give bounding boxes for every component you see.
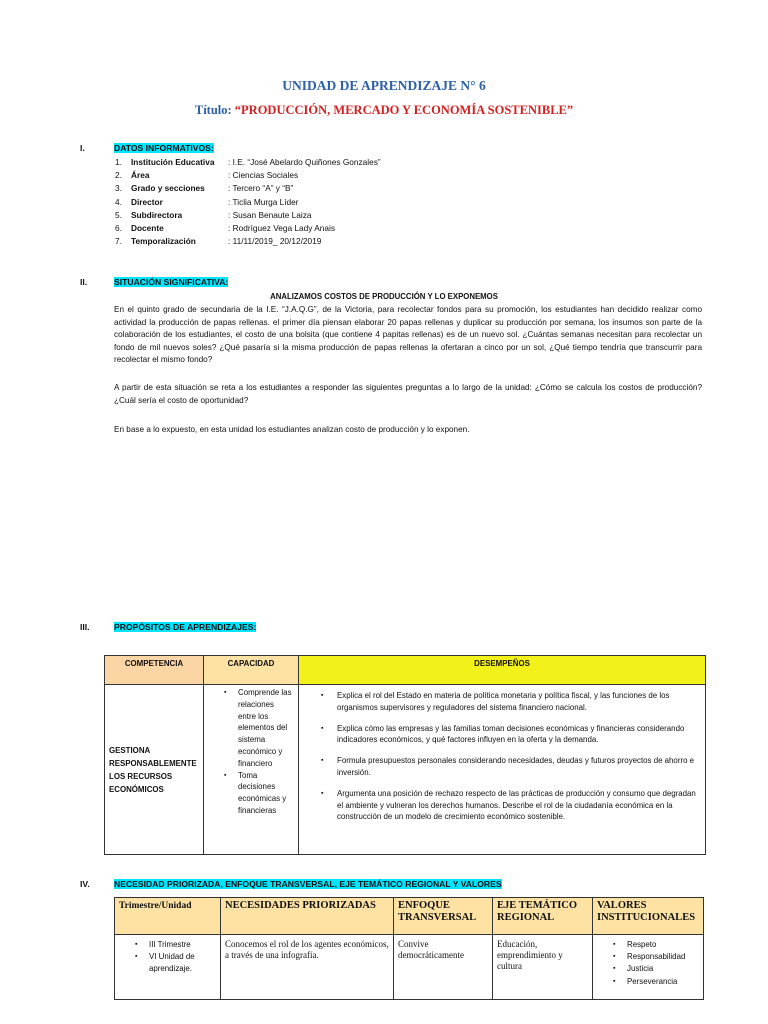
necesidad-cell: Conocemos el rol de los agentes económicos, a través de una infografía. xyxy=(221,935,394,1000)
info-key: Director xyxy=(131,196,163,207)
unit-title: UNIDAD DE APRENDIZAJE N° 6 xyxy=(282,78,486,93)
situation-paragraph-2: A partir de esta situación se reta a los estudiantes a responder las siguientes preguntas a lo largo de la unidad: ¿Cómo se calcula los costos de producción? ¿Cuál sería el costo de oportunidad? xyxy=(114,383,702,405)
unit-subtitle xyxy=(0,103,768,118)
section-1-heading xyxy=(80,143,680,155)
table-row xyxy=(115,935,704,1000)
table-header-row xyxy=(115,898,704,935)
header-competencia: COMPETENCIA xyxy=(105,656,204,685)
section-4-number: IV. xyxy=(80,879,90,889)
valores-list xyxy=(597,939,699,988)
trimestre-list xyxy=(119,939,216,976)
header-valores: VALORES INSTITUCIONALES xyxy=(593,898,704,935)
section-2-heading xyxy=(80,277,680,289)
table-header-row xyxy=(105,656,706,685)
info-value: : Ticlia Murga Líder xyxy=(228,196,299,207)
header-eje: EJE TEMÁTICO REGIONAL xyxy=(493,898,593,935)
list-item: ▪ Explica el rol del Estado en materia de política monetaria y política fiscal, y las funciones de los organismos supervisores y reguladores del sistema financiero nacional. xyxy=(337,690,705,714)
trimestre-cell xyxy=(115,935,221,1000)
subtitle-label: Título: xyxy=(194,103,232,117)
table-row xyxy=(105,685,706,855)
section-2-number: II. xyxy=(80,277,88,287)
eje-cell: Educación, emprendimiento y cultura xyxy=(493,935,593,1000)
info-key: Institución Educativa xyxy=(131,157,215,167)
section-2-title: SITUACIÓN SIGNIFICATIVA: xyxy=(114,277,229,287)
capacidad-list xyxy=(204,685,298,817)
list-item: ▪ Comprende las relaciones entre los elementos del sistema económico y financiero xyxy=(238,687,292,770)
enfoque-cell: Convive democráticamente xyxy=(394,935,493,1000)
section-3-number: III. xyxy=(80,622,90,632)
section-4-title: NECESIDAD PRIORIZADA, ENFOQUE TRANSVERSAL, EJE TEMÁTICO REGIONAL Y VALORES xyxy=(114,879,502,889)
info-key: Docente xyxy=(131,222,164,233)
list-item: ▪ Argumenta una posición de rechazo respecto de las prácticas de producción y consumo que degradan el ambiente y vulneran los derechos humanos. Describe el rol de la ciudadanía económica en la construcción de un modelo de crecimiento económico sostenible. xyxy=(337,788,705,823)
info-key: Área xyxy=(131,170,150,181)
desempenos-cell xyxy=(299,685,706,855)
header-necesidades: NECESIDADES PRIORIZADAS xyxy=(221,898,394,935)
header-desempenos: DESEMPEÑOS xyxy=(299,656,706,685)
needs-table xyxy=(114,897,704,1000)
info-value: : Tercero “A” y “B” xyxy=(228,183,294,194)
info-value: : I.E. “José Abelardo Quiñones Gonzales” xyxy=(228,157,381,167)
info-value: : Ciencias Sociales xyxy=(228,170,299,181)
header-capacidad: CAPACIDAD xyxy=(204,656,299,685)
situation-paragraph-1: En el quinto grado de secundaria de la I.E. “J.A.Q.G”, de la Victoria, para recolectar fondos para su promoción, los estudiantes han decidido realizar como actividad la producción de papas rellenas. el primer día piensan elaborar 20 papas rellenas y duplicar su producción por semana, los insumos son parte de la colaboración de los estudiantes, el costo de una bolsita (que contiene 4 papitas rellenas) es de un nuevo sol. ¿Cuántas semanas necesitan para recolectar un fondo de mil nuevos soles? ¿Qué pasaría si la misma producción de papas rellenas la ofertaran a cinco por un sol, ¿Qué tiempo tendría que transcurrir para recolectar el mismo fondo? xyxy=(114,305,702,365)
list-item: ▪ Respeto xyxy=(627,939,699,951)
purposes-table xyxy=(104,655,706,855)
list-item: ▪ Responsabilidad xyxy=(627,951,699,963)
valores-cell xyxy=(593,935,704,1000)
info-key: Temporalización xyxy=(131,236,196,247)
situation-paragraph-3: En base a lo expuesto, en esta unidad los estudiantes analizan costo de producción y lo exponen. xyxy=(114,425,470,434)
list-item: ▪ Perseverancia xyxy=(627,976,699,988)
competencia-cell: GESTIONA RESPONSABLEMENTE LOS RECURSOS ECONÓMICOS xyxy=(105,685,204,855)
list-item: ▪ Justicia xyxy=(627,963,699,975)
list-item: ▪ III Trimestre xyxy=(149,939,216,951)
info-key: Grado y secciones xyxy=(131,183,205,194)
section-1-title: DATOS INFORMATIVOS: xyxy=(114,143,214,153)
desempenos-list xyxy=(299,690,705,823)
subtitle-value: “PRODUCCIÓN, MERCADO Y ECONOMÍA SOSTENIBLE” xyxy=(234,103,574,117)
list-item: ▪ Explica cómo las empresas y las familias toman decisiones económicas y financieras considerando indicadores económicos, y qué factores influyen en la oferta y la demanda. xyxy=(337,723,705,747)
header-trimestre: Trimestre/Unidad xyxy=(115,898,221,935)
section-3-title: PROPÓSITOS DE APRENDIZAJES: xyxy=(114,622,257,632)
header-enfoque: ENFOQUE TRANSVERSAL xyxy=(394,898,493,935)
situation-subheading: ANALIZAMOS COSTOS DE PRODUCCIÓN Y LO EXPONEMOS xyxy=(270,292,498,301)
section-3-heading xyxy=(80,622,680,634)
list-item: ▪ Toma decisiones económicas y financieras xyxy=(238,770,292,817)
list-item: ▪ VI Unidad de aprendizaje. xyxy=(149,951,216,975)
info-value: : Rodríguez Vega Lady Anais xyxy=(228,222,336,233)
info-key: Subdirectora xyxy=(131,209,183,220)
info-value: : Susan Benaute Laiza xyxy=(228,209,312,220)
list-item: ▪ Formula presupuestos personales considerando necesidades, deudas y futuros proyectos de ahorro e inversión. xyxy=(337,755,705,779)
section-1-number: I. xyxy=(80,143,85,153)
capacidad-cell xyxy=(204,685,299,855)
info-value: : 11/11/2019_ 20/12/2019 xyxy=(228,236,322,247)
section-4-heading xyxy=(80,879,700,891)
